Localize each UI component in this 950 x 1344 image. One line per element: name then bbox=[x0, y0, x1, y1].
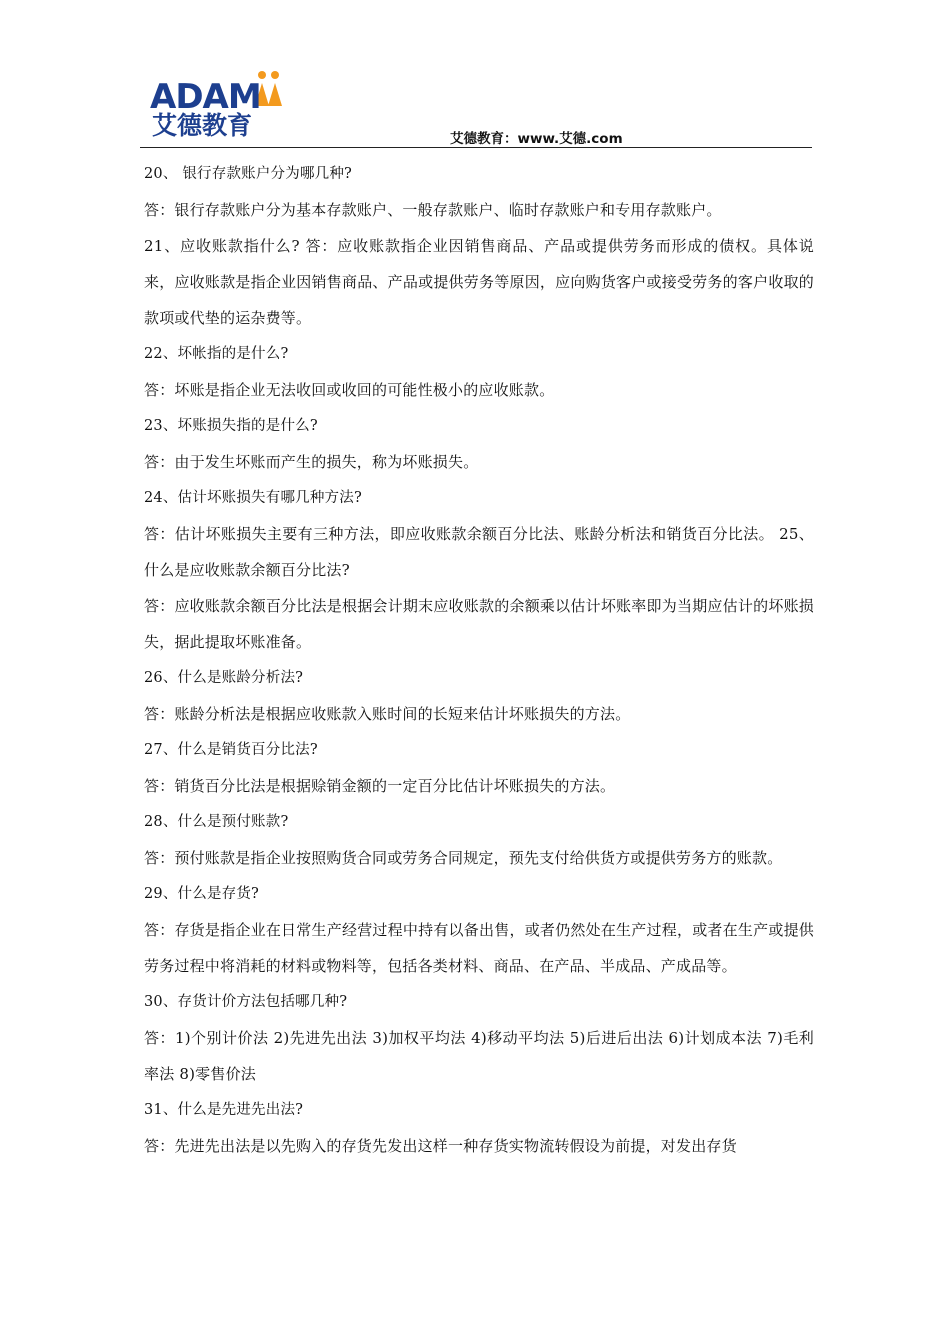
question-paragraph: 31、什么是先进先出法? bbox=[144, 1102, 304, 1118]
document-body bbox=[144, 156, 814, 1164]
answer-paragraph: 答：存货是指企业在日常生产经营过程中持有以备出售，或者仍然处在生产过程，或者在生产或提供劳务过程中将消耗的材料或物料等，包括各类材料、商品、在产品、半成品、产成品等。 bbox=[144, 921, 814, 975]
answer-paragraph: 答：账龄分析法是根据应收账款入账时间的长短来估计坏账损失的方法。 bbox=[144, 705, 631, 723]
svg-text:艾德教育: 艾德教育 bbox=[152, 111, 253, 138]
answer-paragraph: 答：销货百分比法是根据赊销金额的一定百分比估计坏账损失的方法。 bbox=[144, 777, 616, 795]
answer-paragraph: 答：估计坏账损失主要有三种方法，即应收账款余额百分比法、账龄分析法和销货百分比法。 25、什么是应收账款余额百分比法? bbox=[144, 525, 814, 579]
answer-paragraph: 答：银行存款账户分为基本存款账户、一般存款账户、临时存款账户和专用存款账户。 bbox=[144, 201, 722, 219]
answer-paragraph: 答：由于发生坏账而产生的损失，称为坏账损失。 bbox=[144, 453, 479, 471]
page-header bbox=[140, 66, 812, 146]
answer-paragraph: 答：1)个别计价法 2)先进先出法 3)加权平均法 4)移动平均法 5)后进后出法 6)计划成本法 7)毛利率法 8)零售价法 bbox=[144, 1029, 814, 1083]
answer-paragraph: 答：应收账款余额百分比法是根据会计期末应收账款的余额乘以估计坏账率即为当期应估计的坏账损失，据此提取坏账准备。 bbox=[144, 597, 814, 651]
question-paragraph: 20、 银行存款账户分为哪几种? bbox=[144, 166, 353, 182]
question-paragraph: 27、什么是销货百分比法? bbox=[144, 742, 318, 758]
question-paragraph: 23、坏账损失指的是什么? bbox=[144, 418, 318, 434]
question-paragraph: 29、什么是存货? bbox=[144, 886, 260, 902]
adam-logo bbox=[148, 66, 288, 138]
svg-text:ADAM: ADAM bbox=[150, 77, 261, 117]
answer-paragraph: 21、应收账款指什么? 答：应收账款指企业因销售商品、产品或提供劳务而形成的债权。具体说来，应收账款是指企业因销售商品、产品或提供劳务等原因，应向购货客户或接受劳务的客户收取的款项或代垫的运杂费等。 bbox=[144, 237, 814, 327]
header-divider bbox=[140, 147, 812, 148]
answer-paragraph: 答：坏账是指企业无法收回或收回的可能性极小的应收账款。 bbox=[144, 381, 555, 399]
answer-paragraph: 答：先进先出法是以先购入的存货先发出这样一种存货实物流转假设为前提，对发出存货 bbox=[144, 1137, 737, 1155]
question-paragraph: 30、存货计价方法包括哪几种? bbox=[144, 994, 348, 1010]
question-paragraph: 22、坏帐指的是什么? bbox=[144, 346, 289, 362]
question-paragraph: 28、什么是预付账款? bbox=[144, 814, 289, 830]
question-paragraph: 26、什么是账龄分析法? bbox=[144, 670, 304, 686]
answer-paragraph: 答：预付账款是指企业按照购货合同或劳务合同规定，预先支付给供货方或提供劳务方的账款。 bbox=[144, 849, 783, 867]
question-paragraph: 24、估计坏账损失有哪几种方法? bbox=[144, 490, 362, 506]
site-address: 艾德教育：www.艾德.com bbox=[450, 131, 623, 147]
